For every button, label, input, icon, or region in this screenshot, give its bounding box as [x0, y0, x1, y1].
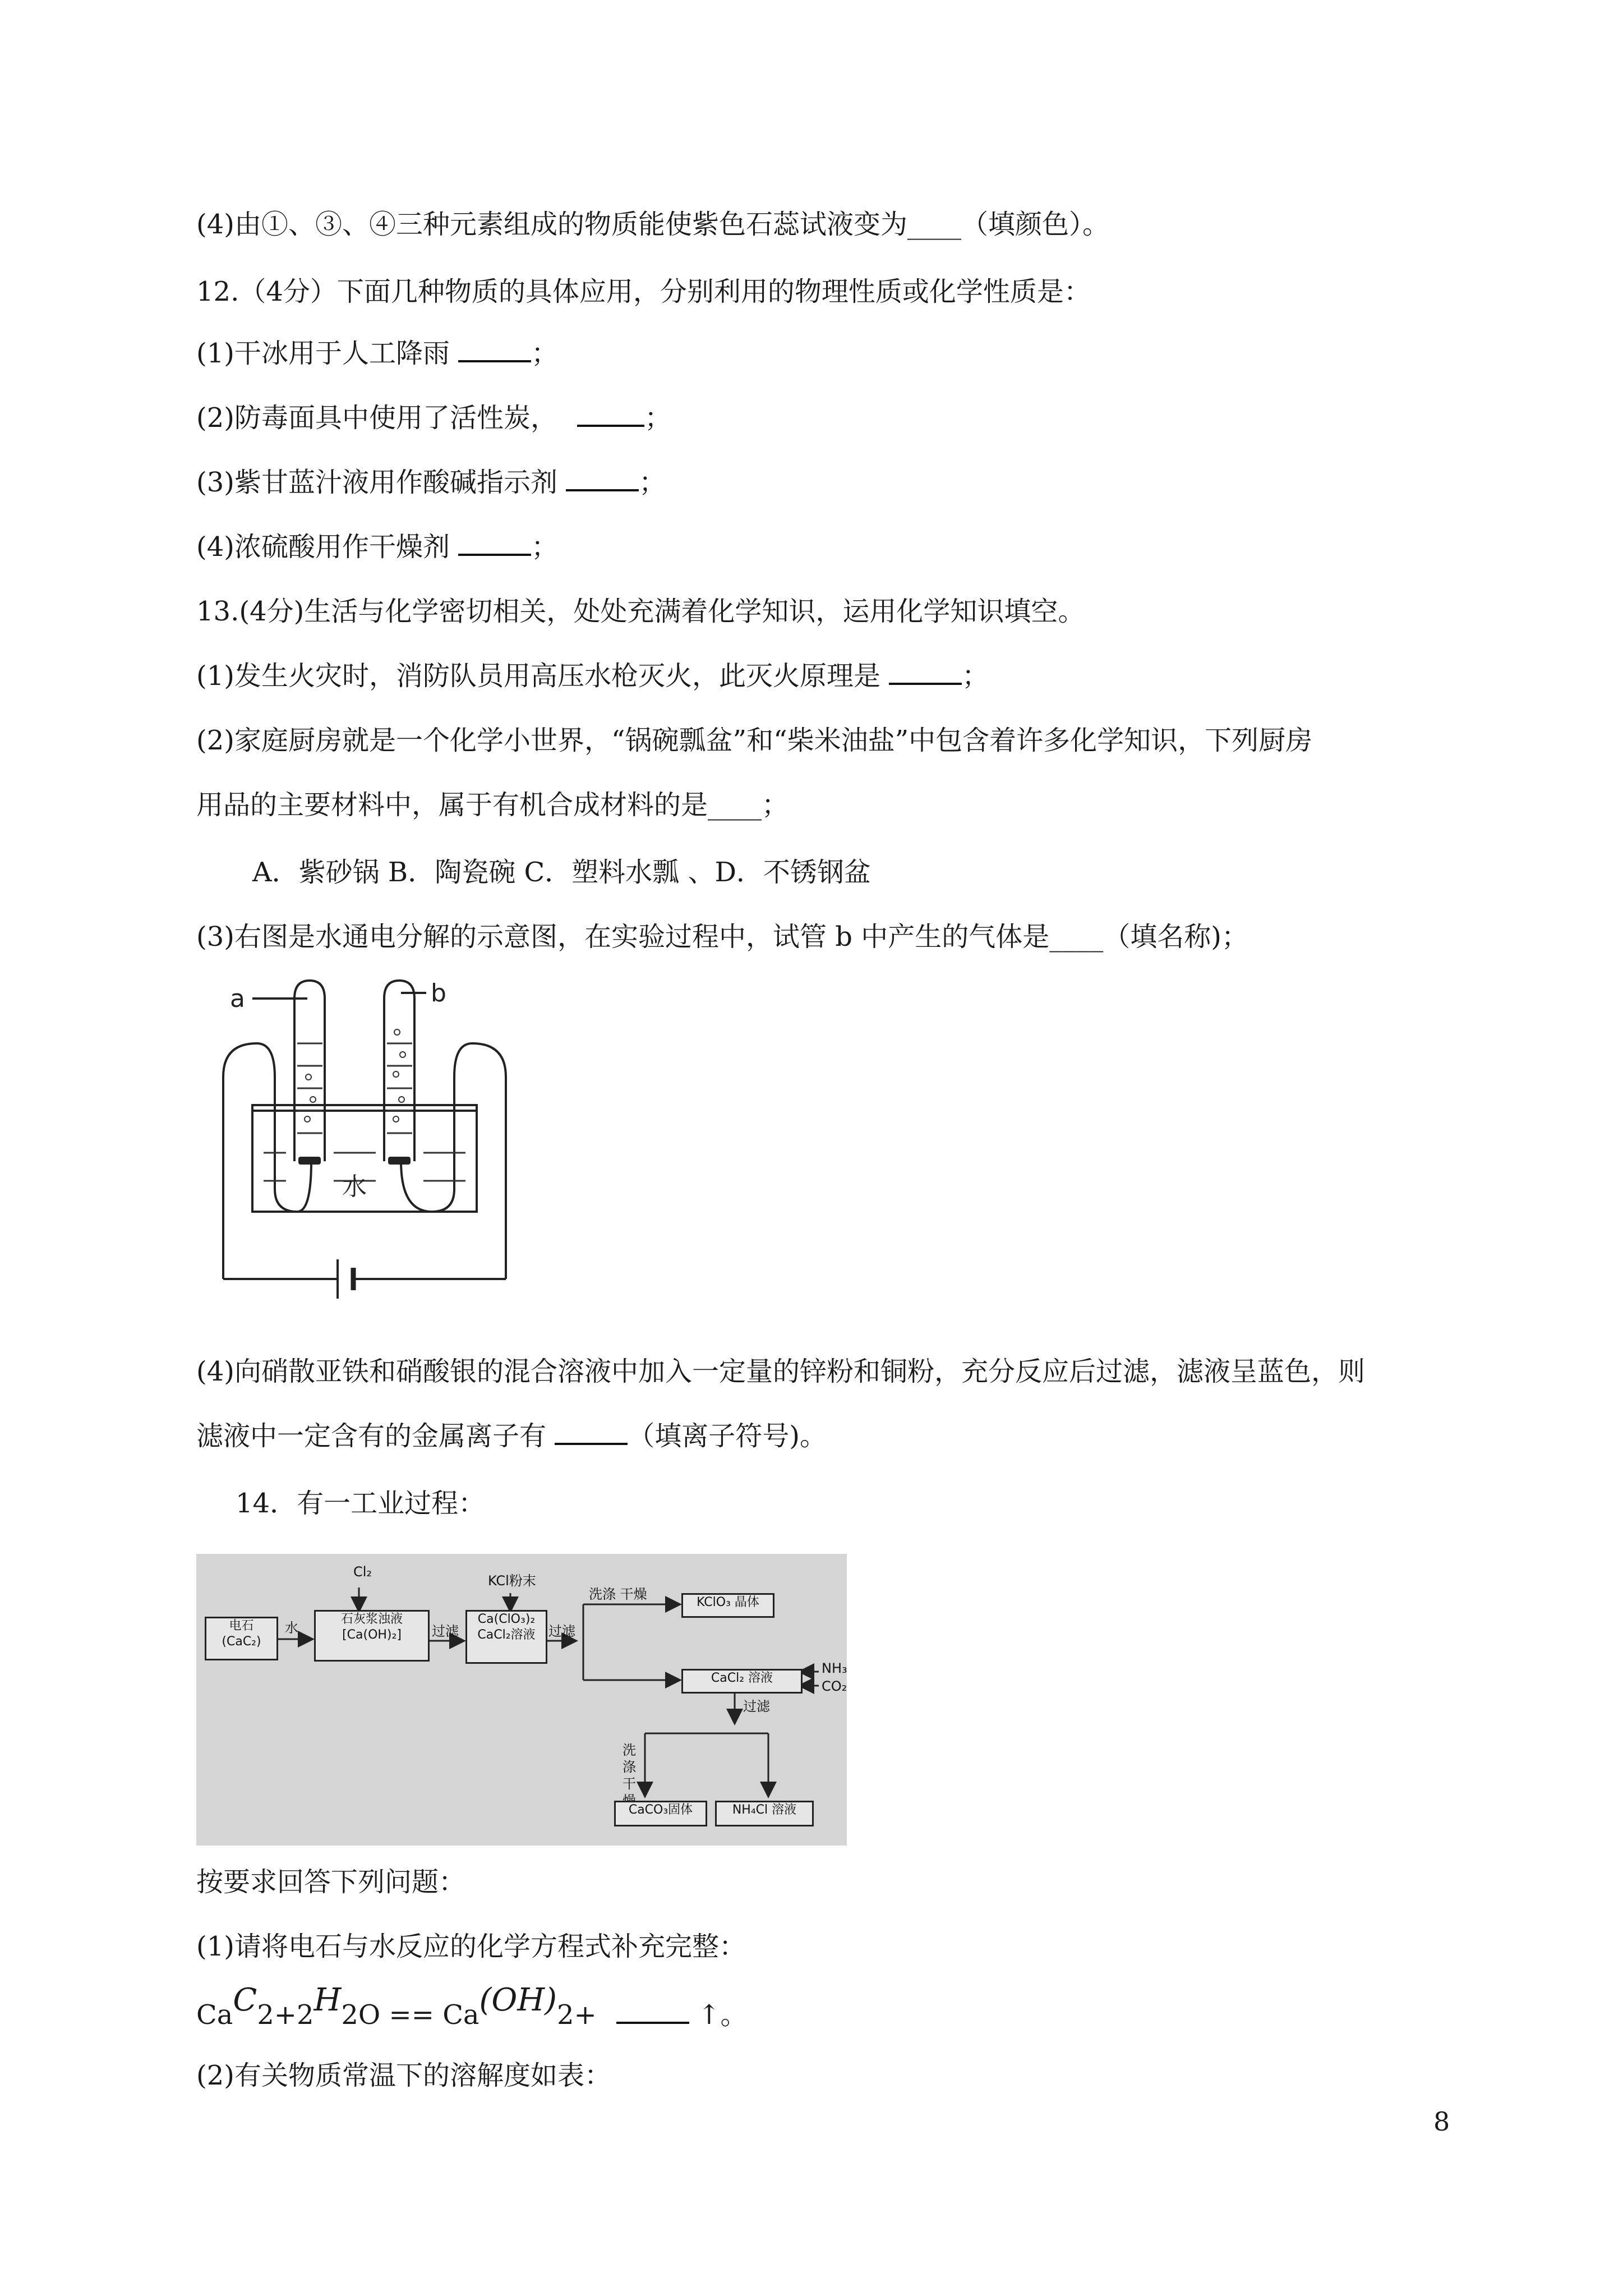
q14-part1: (1)请将电石与水反应的化学方程式补充完整：: [196, 1931, 746, 1962]
q12-part4-end: ；: [531, 531, 559, 563]
q12-part3: [196, 466, 666, 499]
kcl-input: KCl粉末: [488, 1573, 536, 1589]
q14-part2: (2)有关物质常温下的溶解度如表：: [196, 2060, 611, 2091]
q13-part4-text: 滤液中一定含有的金属离子有: [196, 1420, 555, 1452]
q13-part1: [196, 659, 989, 693]
q12-part1-text: (1)干冰用于人工降雨: [196, 338, 459, 369]
q12-part4-text: (4)浓硫酸用作干燥剂: [196, 531, 459, 563]
filter-step-3: 过滤: [743, 1699, 770, 1714]
answer-blank[interactable]: [616, 1999, 689, 2024]
page-number: 8: [1433, 2106, 1450, 2137]
answer-blank[interactable]: [458, 531, 531, 556]
box1-line2: (CaC₂): [222, 1635, 261, 1649]
filter-step-2: 过滤: [548, 1623, 575, 1639]
chlorine-input: Cl₂: [353, 1564, 372, 1580]
reaction-equation: [196, 1982, 748, 2042]
q13-part2-line2: 用品的主要材料中，属于有机合成材料的是____；: [196, 789, 789, 821]
q12-part3-end: ；: [639, 467, 666, 498]
lime-slurry-box: [314, 1610, 430, 1662]
q13-part1-end: ；: [962, 660, 989, 692]
wash-dry-vertical: 洗涤干: [623, 1742, 636, 1792]
eq-plus: 2+: [556, 1999, 605, 2031]
calcium-carbide-box: [205, 1617, 278, 1660]
q13-part4-line1: (4)向硝散亚铁和硝酸银的混合溶液中加入一定量的锌粉和铜粉，充分反应后过滤，滤液呈蓝色，则: [196, 1356, 1365, 1387]
q12-stem: 12.（4分）下面几种物质的具体应用，分别利用的物理性质或化学性质是：: [196, 276, 1091, 307]
tube-b-label: b: [431, 979, 446, 1007]
q14-stem: 14．有一工业过程：: [236, 1488, 486, 1519]
tube-a-label: a: [230, 984, 245, 1013]
eq-carbon: C: [233, 1982, 257, 2018]
q13-part1-text: (1)发生火灾时，消防队员用高压水枪灭火，此灭火原理是: [196, 660, 889, 692]
q12-part2: [196, 401, 671, 435]
box1-line1: 电石: [229, 1619, 254, 1633]
q12-part3-text: (3)紫甘蓝汁液用作酸碱指示剂: [196, 467, 566, 498]
cacl2-solution-box: CaCl₂ 溶液: [681, 1669, 803, 1694]
q12-part1-end: ；: [531, 338, 559, 369]
box3-line2: CaCl₂溶液: [477, 1628, 536, 1642]
q13-options: A．紫砂锅 B．陶瓷碗 C．塑料水瓢 、D．不锈钢盆: [252, 857, 871, 888]
box2-line1: 石灰浆浊液: [340, 1612, 403, 1626]
answer-blank[interactable]: [458, 338, 531, 362]
q13-part3: (3)右图是水通电分解的示意图，在实验过程中，试管 b 中产生的气体是____（填名称)；: [196, 921, 1248, 953]
ammonia-input: NH₃: [822, 1660, 847, 1676]
process-flowchart: [196, 1554, 847, 1846]
eq-coef: 2+2: [257, 1999, 314, 2031]
eq-ca: Ca: [196, 1999, 233, 2031]
answer-blank[interactable]: [577, 402, 644, 427]
co2-input: CO₂: [822, 1678, 847, 1694]
q12-part1: [196, 337, 558, 370]
chlorate-solution-box: [465, 1610, 547, 1664]
eq-hydrogen: H: [313, 1982, 342, 2018]
q13-stem: 13.(4分)生活与化学密切相关，处处充满着化学知识，运用化学知识填空。: [196, 596, 1085, 627]
electrolysis-diagram: [213, 976, 516, 1313]
water-label: 水: [342, 1172, 367, 1201]
q13-part2-line1: (2)家庭厨房就是一个化学小世界，“锅碗瓢盆”和“柴米油盐”中包含着许多化学知识，下列厨房: [196, 725, 1313, 756]
q13-part4-end: （填离子符号)。: [628, 1420, 827, 1452]
q12-part4: [196, 530, 558, 564]
filter-step-1: 过滤: [432, 1623, 459, 1639]
eq-hydroxide: (OH): [479, 1982, 557, 2018]
eq-middle: 2O == Ca: [341, 1999, 479, 2031]
box3-line1: Ca(ClO₃)₂: [477, 1612, 536, 1626]
answer-blank[interactable]: [555, 1420, 628, 1445]
q12-part2-end: ；: [644, 402, 672, 434]
kclo3-crystal-box: KClO₃ 晶体: [681, 1593, 774, 1618]
answer-blank[interactable]: [566, 467, 639, 491]
caco3-solid-box: CaCO₃固体: [614, 1801, 707, 1826]
q11-part4: (4)由①、③、④三种元素组成的物质能使紫色石蕊试液变为____（填颜色）。: [196, 209, 1109, 240]
water-step: 水: [285, 1620, 298, 1636]
wash-dry-step: 洗涤 干燥: [589, 1586, 647, 1602]
q12-part2-text: (2)防毒面具中使用了活性炭，: [196, 402, 566, 434]
box2-line2: [Ca(OH)₂]: [342, 1628, 402, 1642]
nh4cl-solution-box: NH₄Cl 溶液: [715, 1801, 814, 1826]
q13-part4-line2: [196, 1419, 827, 1453]
answer-blank[interactable]: [889, 660, 962, 685]
eq-end: ↑。: [689, 1999, 748, 2031]
q14-instruction: 按要求回答下列问题：: [196, 1866, 466, 1898]
